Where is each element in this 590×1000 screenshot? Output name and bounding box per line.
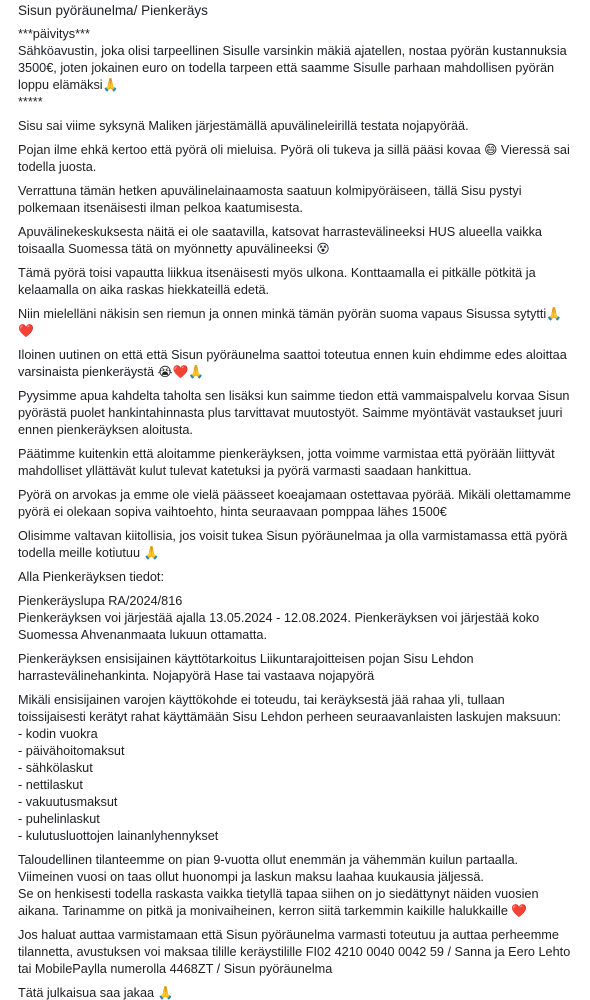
list-item: - sähkölaskut: [18, 760, 572, 777]
list-item: - kodin vuokra: [18, 726, 572, 743]
list-item: - päivähoitomaksut: [18, 743, 572, 760]
post-paragraph: Iloinen uutinen on että että Sisun pyöräunelma saattoi toteutua ennen kuin ehdimme edes aloittaa varsinaista pienkeräystä 😭❤️🙏: [18, 348, 567, 379]
post-paragraph: Niin mielelläni näkisin sen riemun ja onnen minkä tämän pyörän suoma vapaus Sisussa sytytti🙏❤️: [18, 307, 562, 338]
list-intro: Mikäli ensisijainen varojen käyttökohde ei toteudu, tai keräyksestä jää rahaa yli, tullaan toissijaisesti kerätyt rahat käyttämään Sisu Lehdon perheen seuraavanlaisten laskujen maksuun:: [18, 693, 562, 724]
post-paragraph: Olisimme valtavan kiitollisia, jos voisit tukea Sisun pyöräunelmaa ja olla varmistamassa että pyörä todella meille kotiutuu 🙏: [18, 529, 568, 560]
post-paragraph: Pienkeräyksen ensisijainen käyttötarkoitus Liikuntarajoitteisen pojan Sisu Lehdon harrastevälinehankinta. Nojapyörä Hase tai vastaava nojapyörä: [18, 652, 474, 683]
post-paragraph: Tätä julkaisua saa jakaa 🙏: [18, 986, 174, 1000]
bill-list: [18, 726, 572, 845]
post-paragraph: Pojan ilme ehkä kertoo että pyörä oli mieluisa. Pyörä oli tukeva ja sillä pääsi kovaa 😄 Vieressä sai todella juosta.: [18, 143, 570, 174]
post-paragraph: Jos haluat auttaa varmistamaan että Sisun pyöräunelma varmasti toteutuu ja auttaa perheemme tilannetta, avustuksen voi maksaa tilille keräystilille FI02 4210 0040 0042 59 / Sanna ja Eero Lehto tai MobilePaylla numerolla 4468ZT / Sisun pyöräunelma: [18, 928, 571, 976]
list-item: - puhelinlaskut: [18, 811, 572, 828]
post-paragraphs-after: [18, 852, 572, 1000]
post-paragraph: Verrattuna tämän hetken apuvälinelainaamosta saatuun kolmipyöräiseen, tällä Sisu pystyi polkemaan itsenäisesti ilman pelkoa kaatumisesta.: [18, 184, 522, 215]
post-paragraph: Pyysimme apua kahdelta taholta sen lisäksi kun saimme tiedon että vammaispalvelu korvaa Sisun pyörästä puolet hankintahinnasta plus tarvittavat muutostyöt. Saimme myöntävät vastaukset juuri ennen pienkeräyksen aloitusta.: [18, 389, 570, 437]
post-paragraph: Sisu sai viime syksynä Maliken järjestämällä apuvälineleirillä testata nojapyörää.: [18, 119, 469, 133]
post-paragraph: Taloudellinen tilanteemme on pian 9-vuotta ollut enemmän ja vähemmän kuilun partaalla. Viimeinen vuosi on taas ollut huonompi ja laskun maksu laahaa kuukausia jäljessä. Se on henkisesti todella raskasta vaikka tietyllä tapaa siihen on jo siedättynyt näiden vuosien aikana. Tarinamme on pitkä ja monivaiheinen, kerron siitä tarkemmin kaikille halukkaille ❤️: [18, 853, 539, 918]
post-paragraph: Alla Pienkeräyksen tiedot:: [18, 570, 164, 584]
list-item: - kulutusluottojen lainanlyhennykset: [18, 828, 572, 845]
post-paragraph: Tämä pyörä toisi vapautta liikkua itsenäisesti myös ulkona. Konttaamalla ei pitkälle pötkitä ja kelaamalla on aika raskas hiekkateillä edetä.: [18, 266, 536, 297]
post-paragraph: ***päivitys*** Sähköavustin, joka olisi tarpeellinen Sisulle varsinkin mäkiä ajatellen, nostaa pyörän kustannuksia 3500€, joten jokainen euro on todella tarpeen että saamme Sisulle parhaan mahdollisen pyörän loppu elämäksi🙏 *****: [18, 27, 567, 109]
list-item: - nettilaskut: [18, 777, 572, 794]
post-paragraphs: [18, 26, 572, 685]
list-item: - vakuutusmaksut: [18, 794, 572, 811]
post-paragraph: Päätimme kuitenkin että aloitamme pienkeräyksen, jotta voimme varmistaa että pyörään liittyvät mahdolliset yllättävät kulut tulevat katetuksi ja pyörä varmasti saadaan hankittua.: [18, 447, 555, 478]
post-paragraph: Pienkeräyslupa RA/2024/816 Pienkeräyksen voi järjestää ajalla 13.05.2024 - 12.08.2024. Pienkeräyksen voi järjestää koko Suomessa Ahvenanmaata lukuun ottamatta.: [18, 594, 540, 642]
post-paragraph: Pyörä on arvokas ja emme ole vielä päässeet koeajamaan ostettavaa pyörää. Mikäli olettamamme pyörä ei olekaan sopiva vaihtoehto, hinta seuraavaan pomppaa lähes 1500€: [18, 488, 571, 519]
post-paragraph: Apuvälinekeskuksesta näitä ei ole saatavilla, katsovat harrastevälineeksi HUS alueella vaikka toisaalla Suomessa tätä on myönnetty apuvälineeksi 😵: [18, 225, 542, 256]
post-title: Sisun pyöräunelma/ Pienkeräys: [18, 3, 208, 18]
fallback-use-section: [18, 692, 572, 845]
